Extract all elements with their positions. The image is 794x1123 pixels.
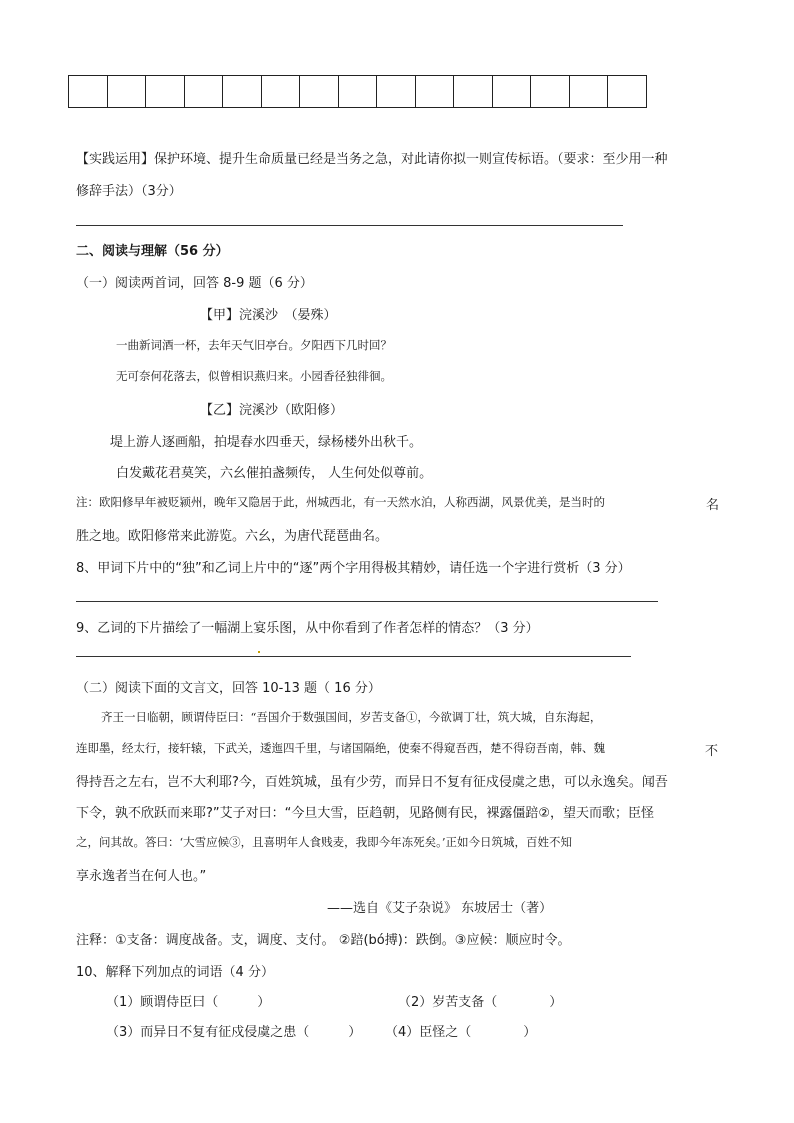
- grid-cell[interactable]: [223, 76, 262, 108]
- answer-line-practice[interactable]: [76, 225, 623, 226]
- grid-cell[interactable]: [415, 76, 454, 108]
- grid-cell[interactable]: [377, 76, 416, 108]
- grid-cell[interactable]: [492, 76, 531, 108]
- grid-cell[interactable]: [608, 76, 647, 108]
- grid-cell[interactable]: [184, 76, 223, 108]
- part2-title: （二）阅读下面的文言文，回答 10-13 题（ 16 分）: [76, 681, 381, 696]
- grid-cell[interactable]: [69, 76, 108, 108]
- q10-item-1[interactable]: （1）顾谓侍臣曰（ ）: [106, 995, 271, 1010]
- grid-cell[interactable]: [261, 76, 300, 108]
- classical-text-line1: 齐王一日临朝，顾谓侍臣曰：“吾国介于数强国间，岁苦支备①，今欲调丁壮，筑大城，自东海起，: [101, 710, 602, 724]
- poem-b-title: 【乙】浣溪沙（欧阳修）: [200, 403, 344, 418]
- poem-a-line1: 一曲新词酒一杯，去年天气旧亭台。夕阳西下几时回？: [116, 338, 392, 352]
- poem-b-line1: 堤上游人逐画船，拍堤春水四垂天，绿杨楼外出秋千。: [110, 435, 423, 450]
- practice-question-line2: 修辞手法）（3分）: [76, 184, 182, 199]
- poem-note-line1: 注：欧阳修早年被贬颍州，晚年又隐居于此，州城西北，有一天然水泊，人称西湖，风景优美，是当时的: [76, 495, 605, 509]
- answer-line-q9[interactable]: [76, 656, 631, 657]
- question-8: 8、甲词下片中的“独”和乙词上片中的“逐”两个字用得极其精妙，请任选一个字进行赏析（3 分）: [76, 561, 631, 576]
- poem-a-title: 【甲】浣溪沙 （晏殊）: [200, 308, 337, 323]
- classical-text-line4: 下令，孰不欣跃而来耶?”艾子对曰：“今旦大雪，臣趋朝，见路侧有民，裸露僵踣②，望天而歌；臣怪: [76, 806, 655, 821]
- q10-item-2[interactable]: （2）岁苦支备（ ）: [398, 995, 563, 1010]
- answer-grid: [68, 75, 647, 108]
- grid-cell[interactable]: [338, 76, 377, 108]
- poem-b-line2: 白发戴花君莫笑，六幺催拍盏频传， 人生何处似尊前。: [116, 466, 433, 481]
- grid-cell[interactable]: [569, 76, 608, 108]
- classical-text-line6: 享永逸者当在何人也。”: [76, 869, 207, 884]
- q10-item-3[interactable]: （3）而异日不复有征戍侵虞之患（ ）: [106, 1025, 362, 1040]
- question-9: 9、乙词的下片描绘了一幅湖上宴乐图，从中你看到了作者怎样的情态？（3 分）: [76, 621, 539, 636]
- grid-cell[interactable]: [146, 76, 185, 108]
- poem-note-line2: 胜之地。欧阳修常来此游览。六幺，为唐代琵琶曲名。: [76, 529, 389, 544]
- grid-cell[interactable]: [300, 76, 339, 108]
- classical-text-line2: 连即墨，经太行，接轩辕，下武关，逶迤四千里，与诸国隔绝，使秦不得窥吾西，楚不得窃吾南，韩、魏: [76, 741, 605, 755]
- grid-cell[interactable]: [531, 76, 570, 108]
- section-title: 二、阅读与理解（56 分）: [76, 244, 229, 259]
- question-10: 10、解释下列加点的词语（4 分）: [76, 965, 274, 980]
- classical-text-line2-end: 不: [705, 744, 719, 759]
- classical-text-line3: 得持吾之左右，岂不大利耶?今，百姓筑城，虽有少劳，而异日不复有征戍侵虞之患，可以永逸矣。闻吾: [76, 775, 668, 790]
- grid-cell[interactable]: [107, 76, 146, 108]
- text-source: ——选自《艾子杂说》 东坡居士（著）: [327, 901, 553, 916]
- classical-text-line5: 之，问其故。答曰：‘大雪应候③，且喜明年人食贱麦，我即今年冻死矣。’正如今日筑城，百姓不知: [76, 835, 573, 849]
- text-annotation: 注释：①支备：调度战备。支，调度、支付。 ②踣(bó搏)：跌倒。③应候：顺应时令。: [76, 933, 571, 948]
- poem-a-line2: 无可奈何花落去，似曾相识燕归来。小园香径独徘徊。: [116, 369, 392, 383]
- stray-dot: [258, 651, 260, 653]
- poem-note-line1-end: 名: [706, 498, 720, 513]
- part1-title: （一）阅读两首词，回答 8-9 题（6 分）: [76, 276, 313, 291]
- q10-item-4[interactable]: （4）臣怪之（ ）: [385, 1025, 537, 1040]
- answer-line-q8[interactable]: [76, 601, 658, 602]
- grid-cell[interactable]: [454, 76, 493, 108]
- practice-question-line1: 【实践运用】保护环境、提升生命质量已经是当务之急，对此请你拟一则宣传标语。（要求：至少用一种: [76, 152, 668, 167]
